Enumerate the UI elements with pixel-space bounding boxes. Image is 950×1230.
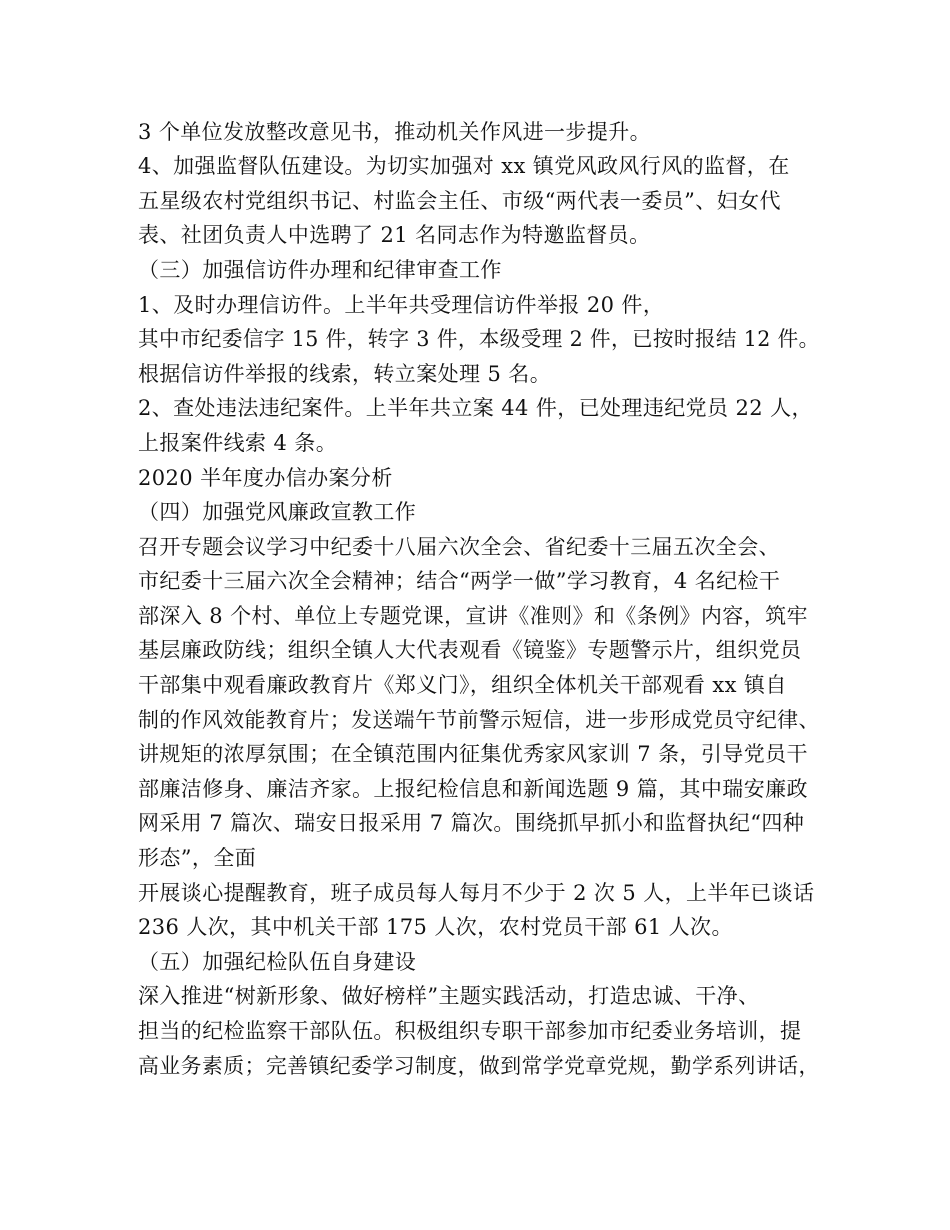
text-line: 1、及时办理信访件。上半年共受理信访件举报 20 件， <box>138 293 665 317</box>
text-line: 基层廉政防线；组织全镇人大代表观看《镜鉴》专题警示片，组织党员 <box>138 638 802 662</box>
text-line: 3 个单位发放整改意见书，推动机关作风进一步提升。 <box>138 120 652 144</box>
section-heading: （三）加强信访件办理和纪律审查工作 <box>138 258 502 282</box>
text-line: 开展谈心提醒教育，班子成员每人每月不少于 2 次 5 人，上半年已谈话 <box>138 881 815 905</box>
text-line: 干部集中观看廉政教育片《郑义门》，组织全体机关干部观看 xx 镇自 <box>138 673 787 697</box>
text-line: 讲规矩的浓厚氛围；在全镇范围内征集优秀家风家训 7 条，引导党员干 <box>138 742 808 766</box>
text-line: 部廉洁修身、廉洁齐家。上报纪检信息和新闻选题 9 篇，其中瑞安廉政 <box>138 777 808 801</box>
text-line: 召开专题会议学习中纪委十八届六次全会、省纪委十三届五次全会、 <box>138 535 780 559</box>
text-line: 部深入 8 个村、单位上专题党课，宣讲《准则》和《条例》内容，筑牢 <box>138 604 808 628</box>
text-line: 网采用 7 篇次、瑞安日报采用 7 篇次。围绕抓早抓小和监督执纪“四种 <box>138 811 805 835</box>
section-heading: （四）加强党风廉政宣教工作 <box>138 500 417 524</box>
text-line: 其中市纪委信字 15 件，转字 3 件，本级受理 2 件，已按时报结 12 件。 <box>138 327 820 351</box>
text-line: 2020 半年度办信办案分析 <box>138 466 393 490</box>
text-line: 担当的纪检监察干部队伍。积极组织专职干部参加市纪委业务培训，提 <box>138 1019 802 1043</box>
text-line: 上报案件线索 4 条。 <box>138 431 338 455</box>
text-line: 高业务素质；完善镇纪委学习制度，做到常学党章党规，勤学系列讲话， <box>138 1054 820 1078</box>
text-line: 表、社团负责人中选聘了 21 名同志作为特邀监督员。 <box>138 223 651 247</box>
text-line: 五星级农村党组织书记、村监会主任、市级“两代表一委员”、妇女代 <box>138 189 781 213</box>
text-line: 形态”，全面 <box>138 846 257 870</box>
text-line: 4、加强监督队伍建设。为切实加强对 xx 镇党风政风行风的监督，在 <box>138 154 790 178</box>
text-line: 根据信访件举报的线索，转立案处理 5 名。 <box>138 362 552 386</box>
text-line: 深入推进“树新形象、做好榜样”主题实践活动，打造忠诚、干净、 <box>138 984 760 1008</box>
text-line: 2、查处违法违纪案件。上半年共立案 44 件，已处理违纪党员 22 人， <box>138 396 813 420</box>
text-line: 制的作风效能教育片；发送端午节前警示短信，进一步形成党员守纪律、 <box>138 708 820 732</box>
section-heading: （五）加强纪检队伍自身建设 <box>138 950 417 974</box>
text-line: 市纪委十三届六次全会精神；结合“两学一做”学习教育，4 名纪检干 <box>138 569 781 593</box>
text-line: 236 人次，其中机关干部 175 人次，农村党员干部 61 人次。 <box>138 915 733 939</box>
